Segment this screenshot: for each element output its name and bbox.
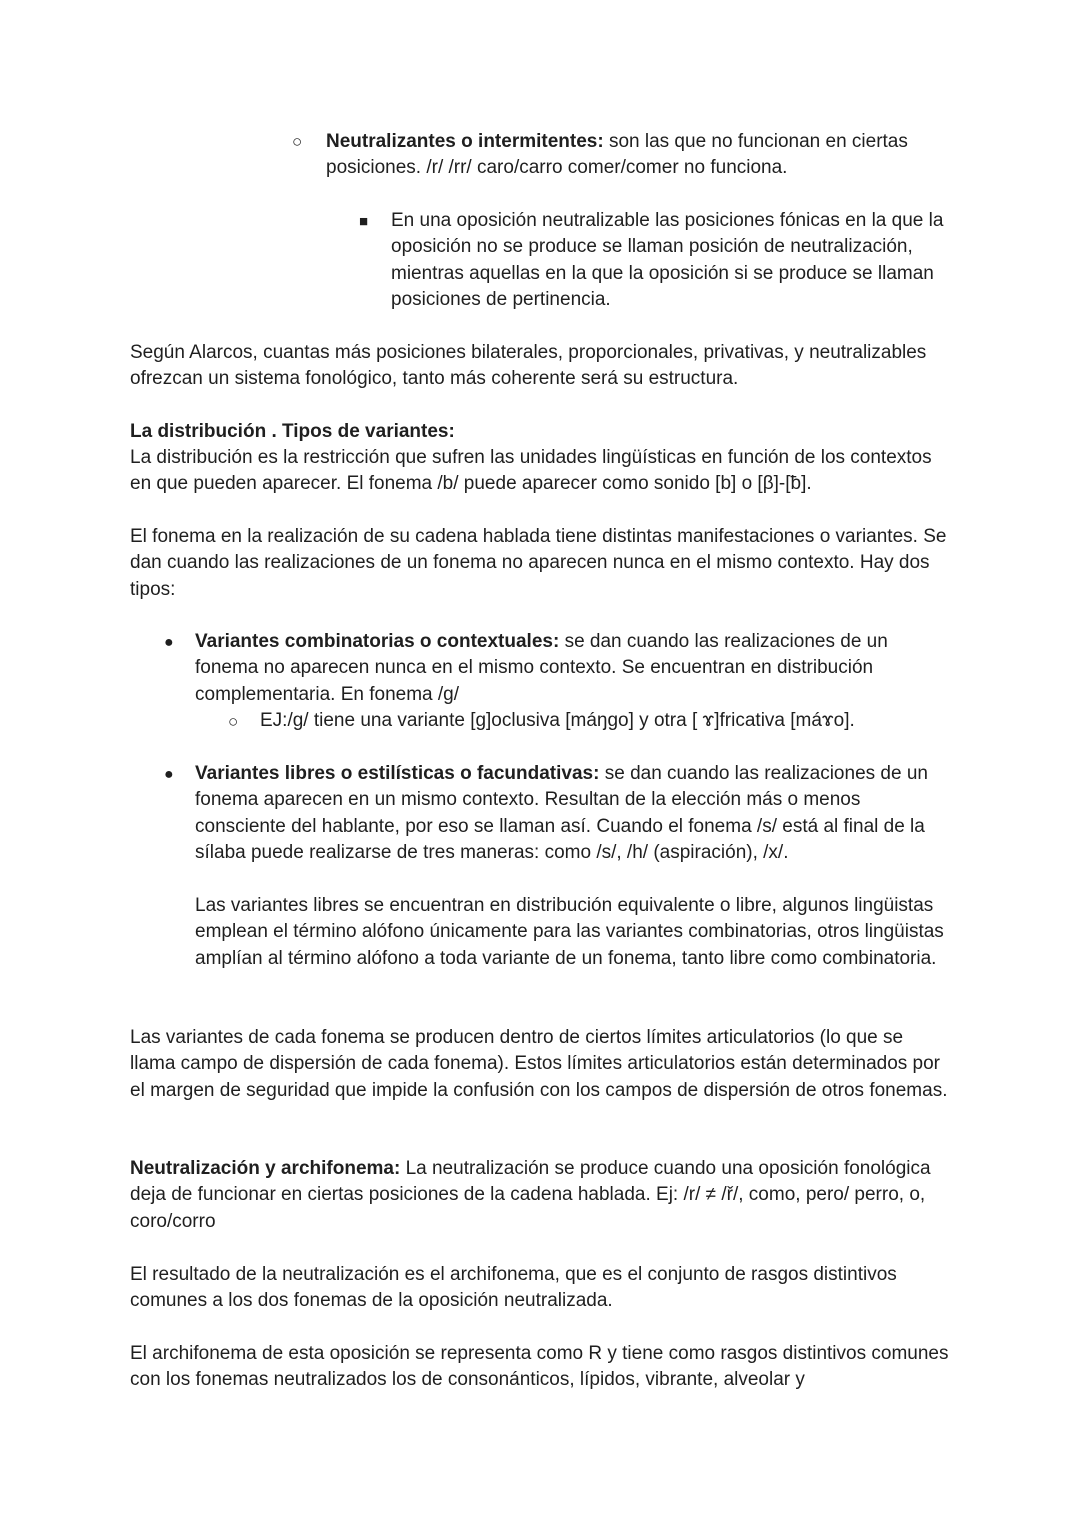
neutralizacion-paragraph <box>130 1156 950 1235</box>
neutralizacion-title: Neutralización y archifonema: <box>130 1158 401 1179</box>
filled-circle-bullet-icon: ● <box>164 766 174 783</box>
neutralizable-note: En una oposición neutralizable las posiciones fónicas en la que la oposición no se produce se llaman posición de neutralización, mientras aquellas en la que la oposición si se produce se llaman posiciones de pertinencia. <box>391 210 944 311</box>
combinatorias-text: se dan cuando las realizaciones de un fonema no aparecen nunca en el mismo contexto. Se encuentran en distribución complementaria. En fonema /g/ <box>195 631 888 705</box>
hollow-circle-bullet-icon: ○ <box>228 712 239 731</box>
variantes-libres-note: Las variantes libres se encuentran en distribución equivalente o libre, algunos lingüistas emplean el término alófono únicamente para las variantes combinatorias, otros lingüistas amplían al término alófono a toda variante de un fonema, tanto libre como combinatoria. <box>195 895 944 969</box>
dispersion-paragraph: Las variantes de cada fonema se producen dentro de ciertos límites articulatorios (lo que se llama campo de dispersión de cada fonema). Estos límites articulatorios están determinados por el margen de seguridad que impide la confusión con los campos de dispersión de otros fonemas. <box>130 1027 948 1101</box>
combinatorias-example: EJ:/g/ tiene una variante [g]oclusiva [máŋgo] y otra [ ɤ]fricativa [máɤo]. <box>260 710 855 731</box>
libres-title: Variantes libres o estilísticas o facundativas: <box>195 763 600 784</box>
combinatorias-title: Variantes combinatorias o contextuales: <box>195 631 560 652</box>
hollow-circle-bullet-icon: ○ <box>292 132 303 151</box>
neutralizantes-text: son las que no funcionan en ciertas posiciones. /r/ /rr/ caro/carro comer/comer no funciona. <box>326 131 908 179</box>
neutralizantes-title: Neutralizantes o intermitentes: <box>326 131 604 152</box>
libres-text: se dan cuando las realizaciones de un fonema aparecen en un mismo contexto. Resultan de la elección más o menos consciente del hablante, por eso se llaman así. Cuando el fonema /s/ está al final de la sílaba puede realizarse de tres maneras: como /s/, /h/ (aspiración), /x/. <box>195 763 928 864</box>
distribucion-paragraph: La distribución es la restricción que sufren las unidades lingüísticas en función de los contextos en que pueden aparecer. El fonema /b/ puede aparecer como sonido [b] o [β]-[ƀ]. <box>130 447 932 495</box>
variantes-intro-paragraph: El fonema en la realización de su cadena hablada tiene distintas manifestaciones o variantes. Se dan cuando las realizaciones de un fonema no aparecen nunca en el mismo contexto. Hay dos tipos: <box>130 526 947 600</box>
variantes-combinatorias-item <box>195 629 955 708</box>
neutralizantes-item <box>326 129 956 182</box>
square-bullet-icon: ■ <box>359 213 369 230</box>
filled-circle-bullet-icon: ● <box>164 634 174 651</box>
alarcos-paragraph: Según Alarcos, cuantas más posiciones bilaterales, proporcionales, privativas, y neutralizables ofrezcan un sistema fonológico, tanto más coherente será su estructura. <box>130 342 927 390</box>
archifonema-r-paragraph: El archifonema de esta oposición se representa como R y tiene como rasgos distintivos comunes con los fonemas neutralizados los de consonánticos, lípidos, vibrante, alveolar y <box>130 1343 949 1391</box>
neutralizacion-text: La neutralización se produce cuando una oposición fonológica deja de funcionar en ciertas posiciones de la cadena hablada. Ej: /r/ ≠ /ř/, como, pero/ perro, o, coro/corro <box>130 1158 931 1232</box>
archifonema-result-paragraph: El resultado de la neutralización es el archifonema, que es el conjunto de rasgos distintivos comunes a los dos fonemas de la oposición neutralizada. <box>130 1264 897 1312</box>
distribucion-heading: La distribución . Tipos de variantes: <box>130 421 455 442</box>
variantes-libres-item <box>195 761 955 867</box>
